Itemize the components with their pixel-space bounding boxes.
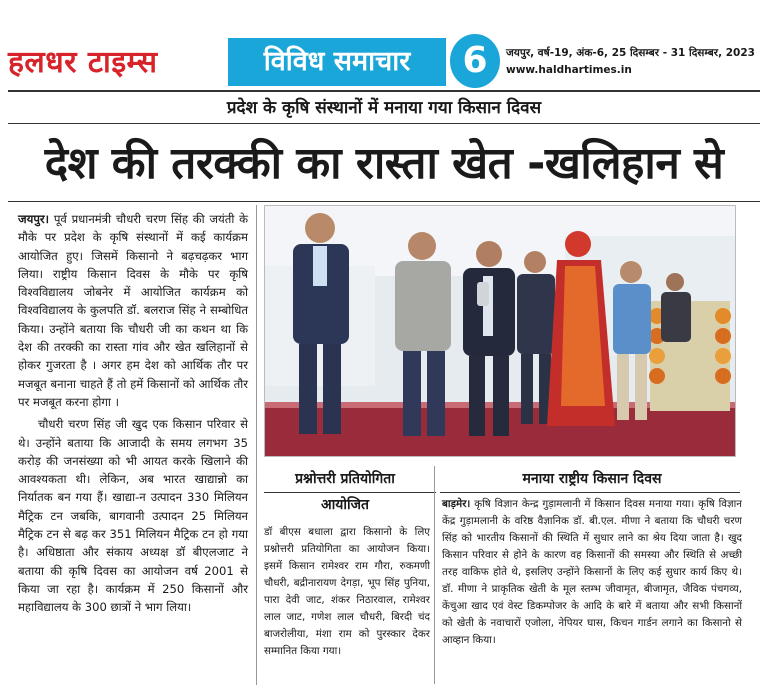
- quiz-heading: प्रश्नोत्तरी प्रतियोगिता आयोजित: [295, 471, 395, 513]
- top-divider: [8, 90, 760, 92]
- quiz-story: डॉ बीएस बधाला द्वारा किसानो के लिए प्रश्नोत्तरी प्रतियोगिता का आयोजन किया। इसमें किसान रामेश्वर राम गौरा, रुकमणी चौधरी, बद्रीनारायण देगड़ा, भूप सिंह पुनिया, पारा देवी जाट, शंकर निठारवाल, रामेश्वर लाल जाट, गणेश लाल चौधरी, बिरदी चंद बाजरोलीया, मंशा राम को पुरस्कार देकर सम्मानित किया गया।: [264, 526, 430, 657]
- website-link[interactable]: www.haldhartimes.in: [506, 64, 632, 76]
- lead-paragraph-2: चौधरी चरण सिंह जी खुद एक किसान परिवार से थे। उन्होंने बताया कि आजादी के समय लगभग 35 करोड़ की जनसंख्या को भी आयत करके खिलाने की आवश्यकता थी। लेकिन, अब भारत खाद्यान्नो का निर्यातक बन गया हैं। खाद्या-न उत्पादन 330 मिलियन मैट्रिक टन जबकि, बागवानी उत्पादन 25 मिलियन मैट्रिक टन से बढ़ कर 351 मिलियन मैट्रिक टन हो गया है। अधिष्ठाता और संकाय अध्यक्ष डॉ बीएलजाट ने बताया की कृषि दिवस का आयोजन वर्ष 2001 से किया जा रहा है। कार्यक्रम में 250 किसानों और महाविद्यालय के 300 छात्रों ने भाग लिया।: [18, 417, 248, 615]
- quiz-heading-divider: [264, 492, 436, 493]
- kicker-headline: प्रदेश के कृषि संस्थानों में मनाया गया किसान दिवस: [226, 98, 542, 118]
- barmer-story: [442, 496, 742, 649]
- issue-line: जयपुर, वर्ष-19, अंक-6, 25 दिसम्बर - 31 दिसम्बर, 2023: [506, 47, 755, 59]
- masthead: [0, 0, 768, 88]
- page-number-badge: 6: [450, 34, 500, 88]
- main-headline: देश की तरक्की का रास्ता खेत -खलिहान से: [44, 138, 724, 189]
- barmer-heading: मनाया राष्ट्रीय किसान दिवस: [522, 471, 662, 487]
- photo-illustration: [265, 206, 736, 457]
- lead-text-1: पूर्व प्रधानमंत्री चौधरी चरण सिंह की जयंती के मौके पर प्रदेश के कृषि संस्थानों में कई कार्यक्रम आयोजित हुए। जिसमें किसानो ने बढ़चढ़कर भाग लिया। राष्ट्रीय किसान दिवस के मौके पर कृषि विश्वविद्यालय जोबनेर में आयोजित कार्यक्रम को विश्वविद्यालय के कुलपति डॉ. बलराज सिंह ने सम्बोधित किया। उन्होंने बताया कि चौधरी जी का कथन था कि देश की तरक्की का रास्ता गांव और खेत खलिहानों से होकर गुजरता है । अगर हम देश को आर्थिक तौर पर मजबूत बनाना चाहते हैं तो हमें किसानों को आर्थिक तौर पर मजबूत करना होगा ।: [18, 212, 248, 409]
- barmer-heading-divider: [440, 492, 740, 493]
- lead-story: [18, 210, 248, 621]
- kicker-divider: [8, 123, 760, 124]
- headline-divider: [8, 201, 760, 202]
- barmer-dateline: बाड़मेर।: [442, 498, 471, 510]
- lead-paragraph-1: [18, 210, 248, 411]
- event-photo: [264, 205, 736, 457]
- column-divider-2: [434, 466, 435, 684]
- newspaper-logo: हलधर टाइम्स: [8, 45, 158, 80]
- column-divider: [256, 205, 257, 685]
- section-label: विविध समाचार: [228, 38, 446, 86]
- dateline: जयपुर।: [18, 212, 50, 226]
- barmer-text: कृषि विज्ञान केन्द्र गुड़ामलानी में किसान दिवस मनाया गया। कृषि विज्ञान केंद्र गुड़ामलानी के वरिष्ठ वैज्ञानिक डॉ. बी.एल. मीणा ने बताया कि चौधरी चरण सिंह को भारतीय किसानों की स्थिति में सुधार लाने का श्रेय दिया जाता है। खुद किसान परिवार से होने के कारण वह किसानों की समस्या और स्थिति से अच्छी तरह वाकिफ होते थे, इसलिए उन्होंने किसानों के लिए कई सुधार कार्य किए थे। डॉ. मीणा ने प्राकृतिक खेती के मूल स्तम्भ जीवामृत, बीजामृत, जैविक पंचगव्य, केंचुआ खाद एवं वेस्ट डिकम्पोजर के आदि के बारे में बताया और सभी किसानों को खेती के नवाचारों एजोला, नेपियर घास, किचन गार्डन लगाने का किसानो से आव्हान किया।: [442, 498, 742, 646]
